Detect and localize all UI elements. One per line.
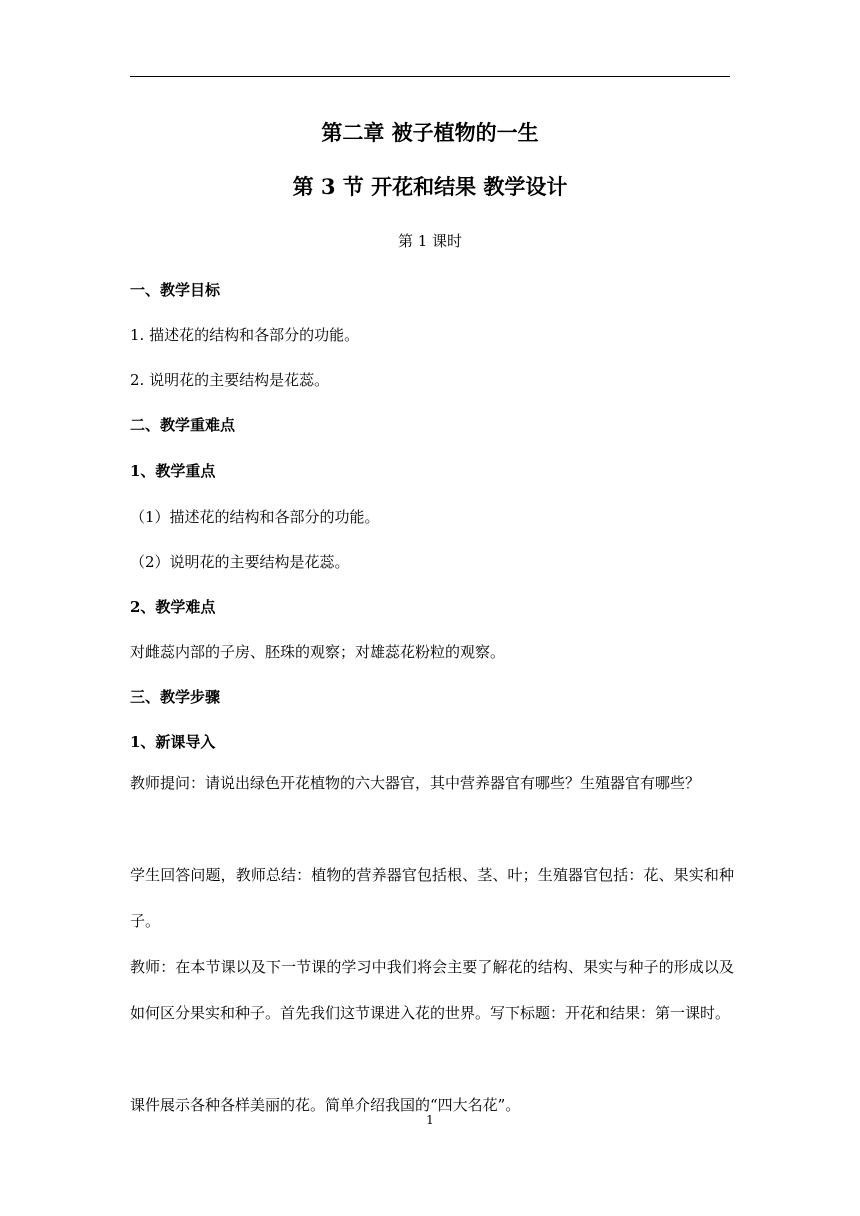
paragraph-question: 教师提问：请说出绿色开花植物的六大器官，其中营养器官有哪些？生殖器官有哪些？ [130,774,701,792]
heading-steps: 三、教学步骤 [130,688,221,706]
goal-item-2: 2. 说明花的主要结构是花蕊。 [130,371,330,389]
lesson-label: 第 1 课时 [397,232,463,250]
key-item-1: （1）描述花的结构和各部分的功能。 [130,508,380,526]
heading-key-points: 二、教学重难点 [130,416,236,434]
key-item-2: （2）说明花的主要结构是花蕊。 [130,553,350,571]
section-title: 第 3 节 开花和结果 教学设计 [292,174,568,199]
difficult-item-1: 对雌蕊内部的子房、胚珠的观察；对雄蕊花粉粒的观察。 [130,643,506,661]
page-number: 1 [426,1113,434,1127]
paragraph-answer: 学生回答问题，教师总结：植物的营养器官包括根、茎、叶；生殖器官包括：花、果实和种子。 [130,866,734,930]
goal-item-1: 1. 描述花的结构和各部分的功能。 [130,326,360,344]
subheading-difficult: 2、教学难点 [130,598,216,616]
paragraph-show: 课件展示各种各样美丽的花。简单介绍我国的“四大名花”。 [130,1096,521,1114]
subheading-intro: 1、新课导入 [130,733,216,751]
heading-goals: 一、教学目标 [130,281,221,299]
header-rule [130,76,730,77]
chapter-title: 第二章 被子植物的一生 [321,120,539,145]
paragraph-teacher: 教师：在本节课以及下一节课的学习中我们将会主要了解花的结构、果实与种子的形成以及如何区分果实和种子。首先我们这节课进入花的世界。写下标题：开花和结果：第一课时。 [130,958,734,1022]
subheading-key: 1、教学重点 [130,462,216,480]
